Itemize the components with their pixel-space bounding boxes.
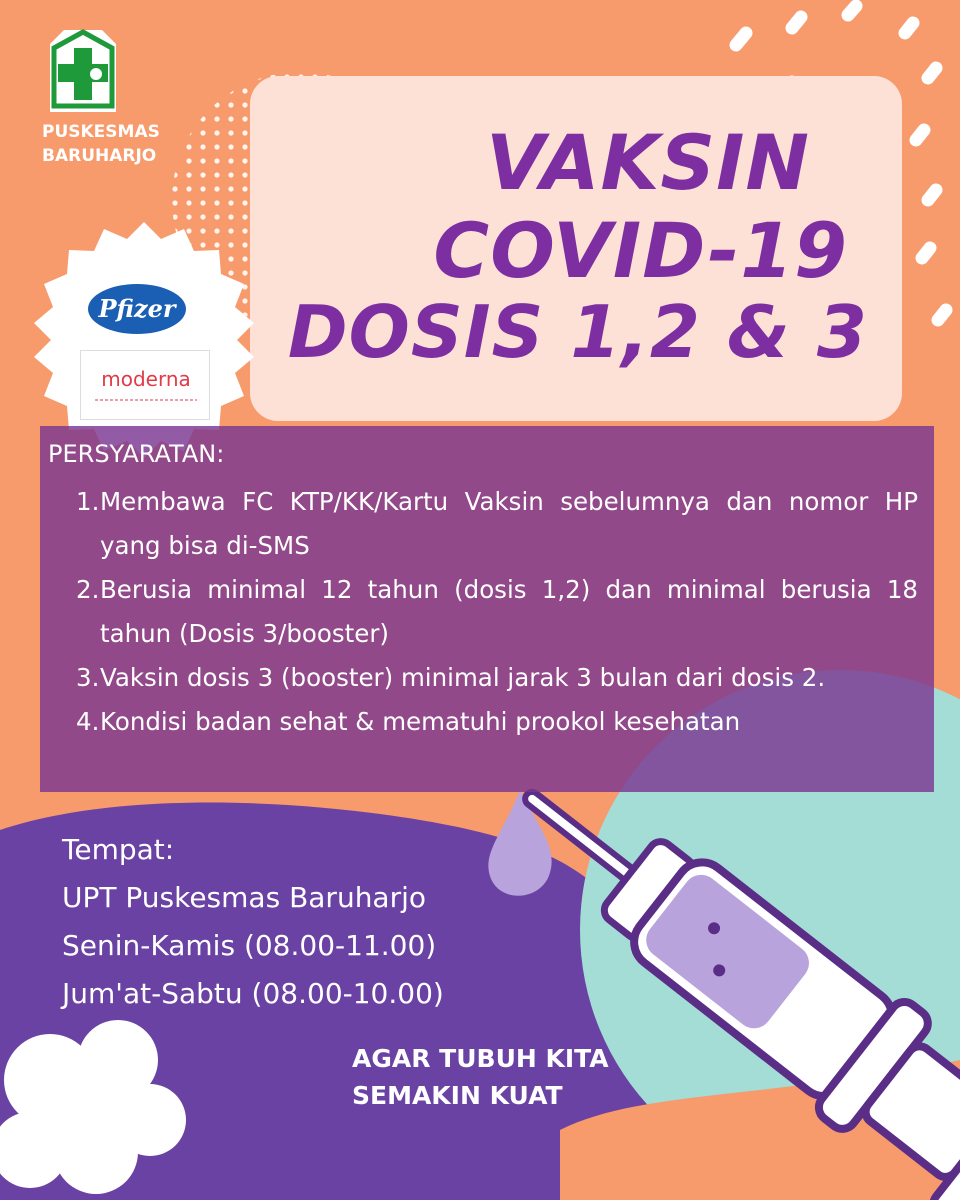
title-line2: COVID-19: [433, 206, 848, 295]
schedule-weekend: Jum'at-Sabtu (08.00-10.00): [62, 977, 444, 1010]
list-item: 3. Vaksin dosis 3 (booster) minimal jarak 3 bulan dari dosis 2.: [76, 663, 826, 692]
title-card: [250, 76, 902, 421]
title-line1: VAKSIN: [486, 118, 810, 207]
requirements-heading: PERSYARATAN:: [48, 440, 225, 468]
list-item: 4. Kondisi badan sehat & mematuhi prookol kesehatan: [76, 707, 741, 736]
list-item: 2. Berusia minimal 12 tahun (dosis 1,2) dan minimal berusia 18 tahun (Dosis 3/booster): [76, 575, 918, 648]
pfizer-logo: [86, 282, 188, 336]
green-cross-house-icon: [44, 26, 122, 114]
location-heading: Tempat:: [62, 833, 175, 866]
org-name-line1: PUSKESMAS: [42, 122, 160, 142]
org-name-line2: BARUHARJO: [42, 146, 157, 166]
puskesmas-logo: [40, 26, 160, 168]
requirements-panel: [40, 426, 934, 792]
vaccine-brand-badge: [26, 222, 262, 458]
list-item: 1. Membawa FC KTP/KK/Kartu Vaksin sebelumnya dan nomor HP yang bisa di-SMS: [76, 487, 918, 560]
location-place: UPT Puskesmas Baruharjo: [62, 881, 427, 914]
schedule-weekday: Senin-Kamis (08.00-11.00): [62, 929, 437, 962]
location-info: [62, 826, 444, 1018]
moderna-logo: [80, 350, 210, 420]
title-line3: DOSIS 1,2 & 3: [287, 290, 868, 374]
requirements-list: [76, 480, 918, 744]
moderna-label: moderna: [101, 367, 191, 391]
slogan: [352, 1040, 609, 1114]
slogan-line2: SEMAKIN KUAT: [352, 1081, 563, 1110]
slogan-line1: AGAR TUBUH KITA: [352, 1044, 609, 1073]
pfizer-label: Pfizer: [98, 294, 176, 323]
